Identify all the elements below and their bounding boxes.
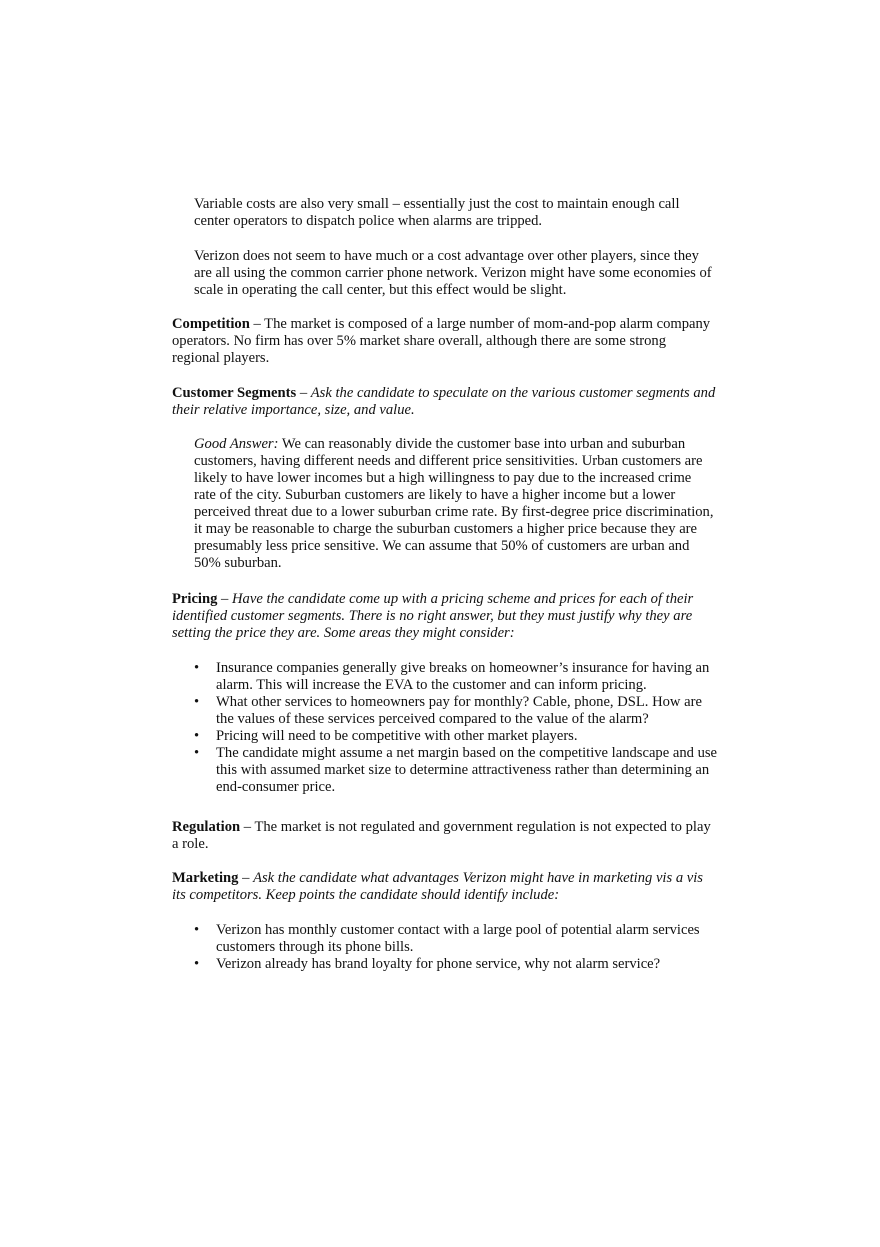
marketing-heading: Marketing [172,870,239,886]
list-item-text: What other services to homeowners pay for monthly? Cable, phone, DSL. How are the values of these services perceived compared to the value of the alarm? [216,694,702,727]
list-item [194,660,719,694]
competition-paragraph [172,316,717,367]
list-item-text: Verizon has monthly customer contact with a large pool of potential alarm services customers through its phone bills. [216,922,700,955]
good-answer-text: We can reasonably divide the customer base into urban and suburban customers, having different needs and different price sensitivities. Urban customers are likely to have lower incomes but a high willingness to pay due to the increased crime rate of the city. Suburban customers are likely to have a higher income but a lower perceived threat due to a lower suburban crime rate. By first-degree price discrimination, it may be reasonable to charge the suburban customers a higher price because they are presumably less price sensitive. We can assume that 50% of customers are urban and 50% suburban. [194,436,714,571]
bullet-icon: • [194,694,200,710]
bullet-icon: • [194,956,200,972]
pricing-dash: – [217,591,232,607]
list-item [194,956,719,973]
good-answer-label: Good Answer: [194,436,279,452]
pricing-heading: Pricing [172,591,218,607]
bullet-icon: • [194,922,200,938]
variable-costs-paragraph: Variable costs are also very small – essentially just the cost to maintain enough call center operators to dispatch police when alarms are tripped. [194,196,680,229]
competition-text: – The market is composed of a large number of mom-and-pop alarm company operators. No firm has over 5% market share overall, although there are some strong regional players. [172,316,711,366]
good-answer-paragraph [194,436,714,572]
cost-advantage-paragraph: Verizon does not seem to have much or a cost advantage over other players, since they are all using the common carrier phone network. Verizon might have some economies of scale in operating the call center, but this effect would be slight. [194,248,712,298]
customer-segments-heading: Customer Segments [172,385,297,401]
customer-segments-paragraph [172,385,717,419]
list-item-text: Pricing will need to be competitive with other market players. [216,728,578,744]
pricing-paragraph [172,591,717,642]
regulation-paragraph [172,819,717,853]
regulation-text: – The market is not regulated and government regulation is not expected to play a role. [172,819,711,852]
marketing-dash: – [238,870,254,886]
customer-segments-prompt: Ask the candidate to speculate on the various customer segments and their relative importance, size, and value. [172,385,716,418]
list-item-text: Verizon already has brand loyalty for phone service, why not alarm service? [216,956,661,972]
bullet-icon: • [194,660,200,676]
pricing-bullet-list [194,660,719,796]
list-item-text: The candidate might assume a net margin based on the competitive landscape and use this with assumed market size to determine attractiveness rather than determining an end-consumer price. [216,745,718,795]
bullet-icon: • [194,728,200,744]
marketing-prompt: Ask the candidate what advantages Verizon might have in marketing vis a vis its competitors. Keep points the candidate should identify include: [172,870,703,903]
customer-segments-dash: – [296,385,311,401]
list-item [194,694,719,728]
pricing-prompt: Have the candidate come up with a pricing scheme and prices for each of their identified customer segments. There is no right answer, but they must justify why they are setting the price they are. Some areas they might consider: [172,591,694,641]
regulation-heading: Regulation [172,819,241,835]
list-item-text: Insurance companies generally give breaks on homeowner’s insurance for having an alarm. This will increase the EVA to the customer and can inform pricing. [216,660,710,693]
marketing-paragraph [172,870,717,904]
bullet-icon: • [194,745,200,761]
marketing-bullet-list [194,922,719,973]
list-item [194,728,719,745]
list-item [194,922,719,956]
competition-heading: Competition [172,316,250,332]
list-item [194,745,719,796]
